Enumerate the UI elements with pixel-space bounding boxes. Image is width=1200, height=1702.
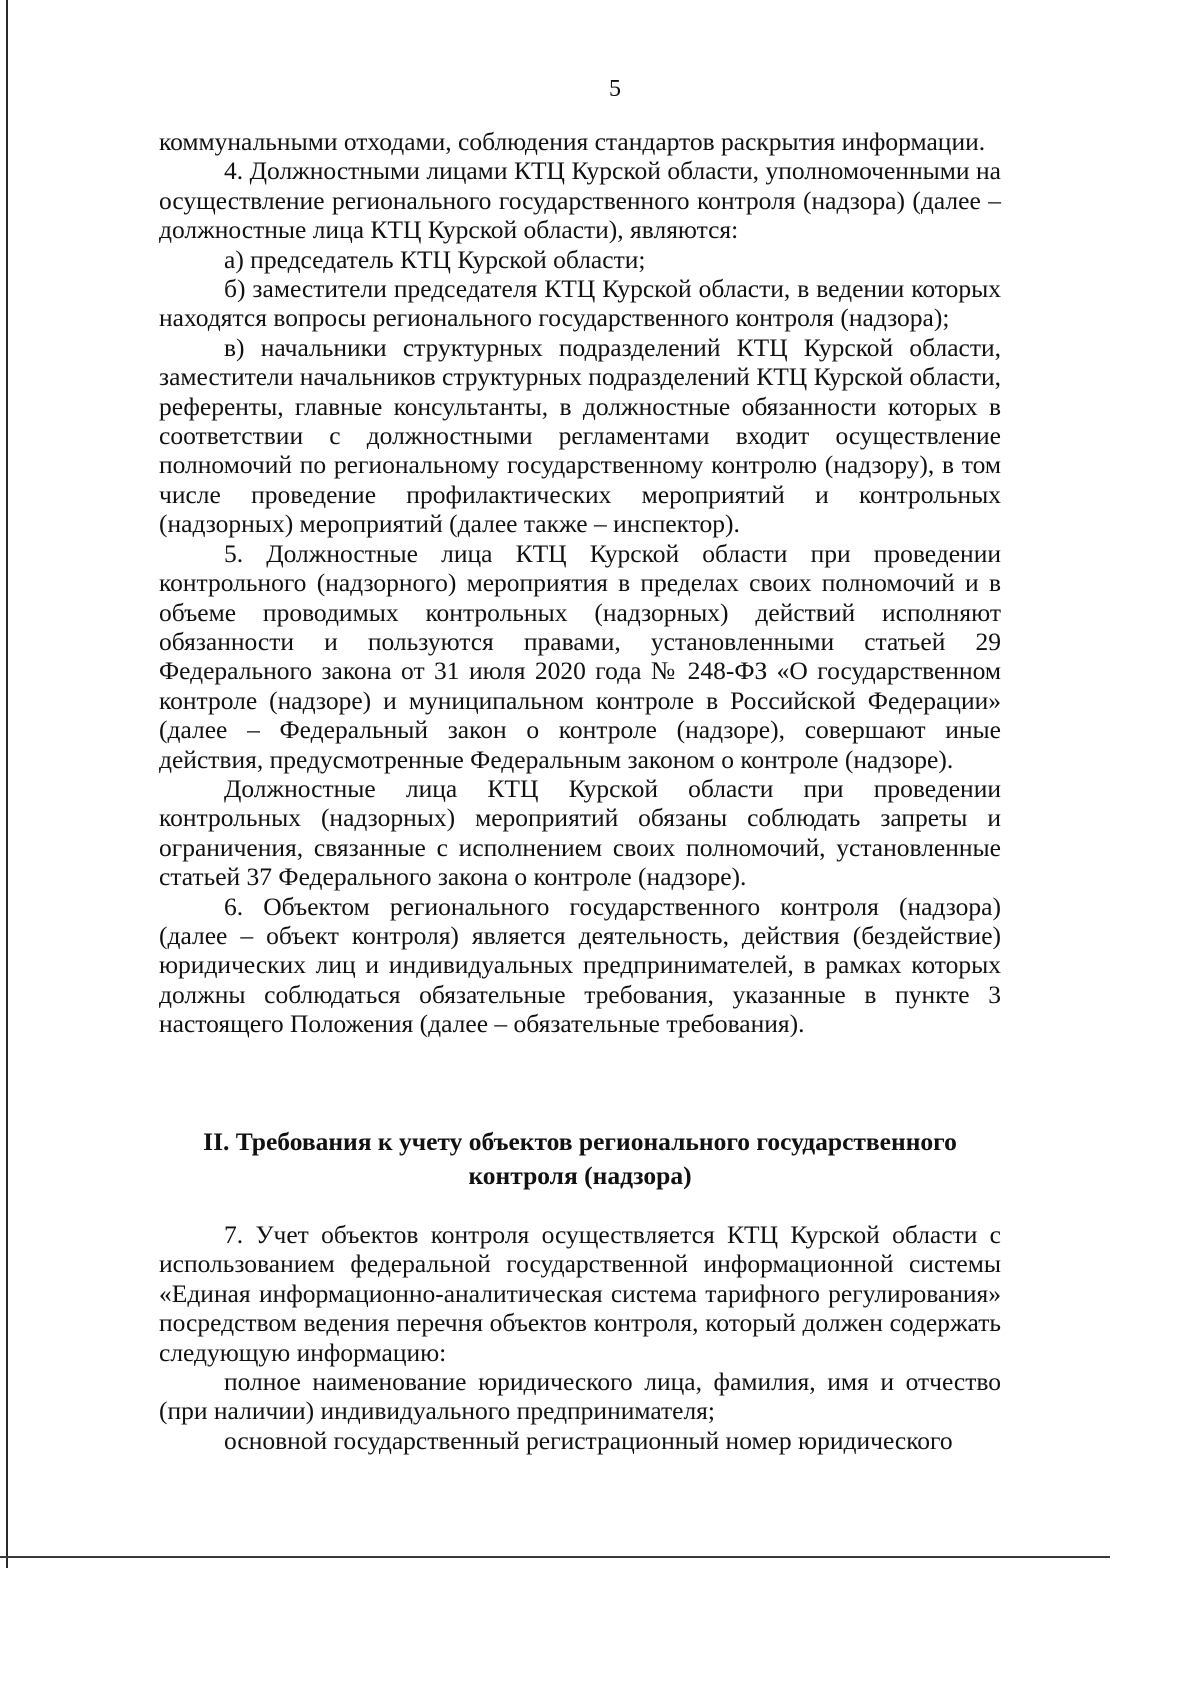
section-heading-line-1: II. Требования к учету объектов регионального государственного xyxy=(203,1127,957,1156)
body-text-upper xyxy=(159,127,1001,1039)
paragraph-item-7-name: полное наименование юридического лица, фамилия, имя и отчество (при наличии) индивидуального предпринимателя; xyxy=(159,1367,1001,1426)
paragraph-item-5: 5. Должностные лица КТЦ Курской области при проведении контрольного (надзорного) мероприятия в пределах своих полномочий и в объеме проводимых контрольных (надзорных) действий исполняют обязанности и пользуются правами, установленными статьей 29 Федерального закона от 31 июля 2020 года № 248-ФЗ «О государственном контроле (надзоре) и муниципальном контроле в Российской Федерации» (далее – Федеральный закон о контроле (надзоре), совершают иные действия, предусмотренные Федеральным законом о контроле (надзоре). xyxy=(159,538,1001,774)
scan-edge-left xyxy=(6,0,8,1568)
page-number: 5 xyxy=(609,76,621,102)
paragraph-item-4v: в) начальники структурных подразделений КТЦ Курской области, заместители начальников структурных подразделений КТЦ Курской области, референты, главные консультанты, в должностные обязанности которых в соответствии с должностными регламентами входит осуществление полномочий по региональному государственному контролю (надзору), в том числе проведение профилактических мероприятий и контрольных (надзорных) мероприятий (далее также – инспектор). xyxy=(159,332,1001,539)
paragraph-item-4b: б) заместители председателя КТЦ Курской области, в ведении которых находятся вопросы регионального государственного контроля (надзора); xyxy=(159,274,1001,333)
body-text-lower xyxy=(159,1220,1001,1455)
paragraph-item-6: 6. Объектом регионального государственного контроля (надзора) (далее – объект контроля) является деятельность, действия (бездействие) юридических лиц и индивидуальных предпринимателей, в рамках которых должны соблюдаться обязательные требования, указанные в пункте 3 настоящего Положения (далее – обязательные требования). xyxy=(159,891,1001,1039)
scan-edge-bottom xyxy=(0,1556,1110,1558)
paragraph-item-7: 7. Учет объектов контроля осуществляется КТЦ Курской области с использованием федеральной государственной информационной системы «Единая информационно-аналитическая система тарифного регулирования» посредством ведения перечня объектов контроля, который должен содержать следующую информацию: xyxy=(159,1220,1001,1367)
paragraph-item-5-restrictions: Должностные лица КТЦ Курской области при проведении контрольных (надзорных) мероприятий обязаны соблюдать запреты и ограничения, связанные с исполнением своих полномочий, установленные статьей 37 Федерального закона о контроле (надзоре). xyxy=(159,773,1001,892)
paragraph-item-7-ogrn: основной государственный регистрационный номер юридического xyxy=(224,1425,953,1455)
section-heading xyxy=(159,1125,1001,1193)
section-heading-line-2: контроля (надзора) xyxy=(468,1161,692,1190)
paragraph-item-4: 4. Должностными лицами КТЦ Курской области, уполномоченными на осуществление регионального государственного контроля (надзора) (далее – должностные лица КТЦ Курской области), являются: xyxy=(159,156,1001,245)
paragraph-item-4a: а) председатель КТЦ Курской области; xyxy=(224,244,646,274)
paragraph-continuation: коммунальными отходами, соблюдения стандартов раскрытия информации. xyxy=(159,127,986,156)
